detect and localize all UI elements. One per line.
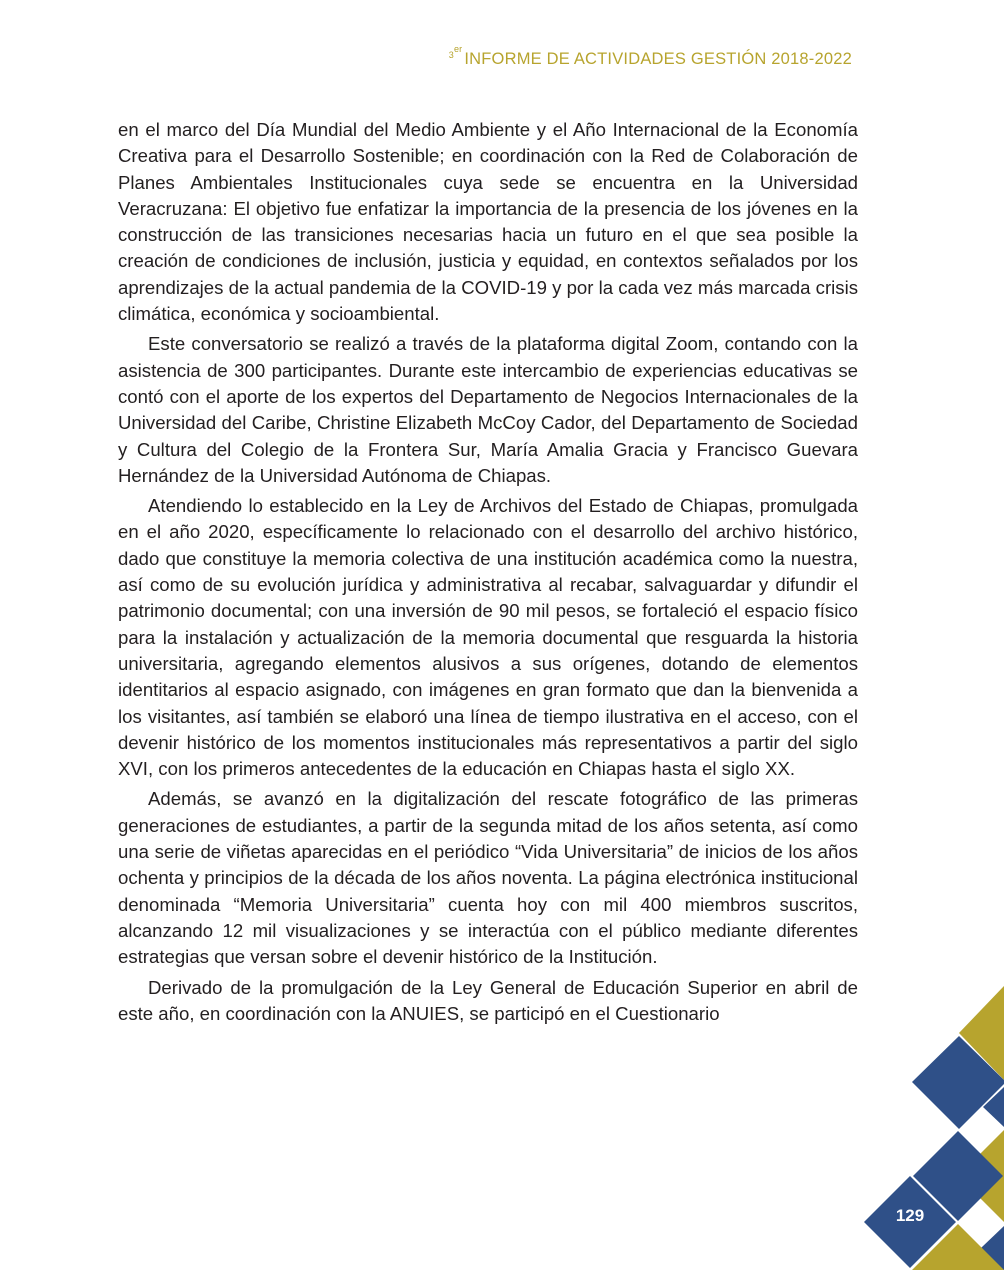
header-title: INFORME DE ACTIVIDADES GESTIÓN 2018-2022 bbox=[464, 50, 852, 68]
paragraph-2: Este conversatorio se realizó a través de la plataforma digital Zoom, contando con la asistencia de 300 participantes. Durante este intercambio de experiencias educativas se contó con el aporte de los expertos del Departamento de Negocios Internacionales de la Universidad del Caribe, Christine Elizabeth McCoy Cador, del Departamento de Sociedad y Cultura del Colegio de la Frontera Sur, María Amalia Gracia y Francisco Guevara Hernández de la Universidad Autónoma de Chiapas. bbox=[118, 333, 858, 486]
header-ordinal-suffix: er bbox=[453, 44, 463, 54]
header-ordinal-digit: 3 bbox=[448, 50, 454, 60]
paragraph-3: Atendiendo lo establecido en la Ley de Archivos del Estado de Chiapas, promulgada en el año 2020, específicamente lo relacionado con el desarrollo del archivo histórico, dado que constituye la memoria colectiva de una institución académica como la nuestra, así como de su evolución jurídica y administrativa al recabar, salvaguardar y difundir el patrimonio documental; con una inversión de 90 mil pesos, se fortaleció el espacio físico para la instalación y actualización de la memoria documental que resguarda la historia universitaria, agregando elementos alusivos a sus orígenes, dotando de elementos identitarios al espacio asignado, con imágenes en gran formato que dan la bienvenida a los visitantes, así también se elaboró una línea de tiempo ilustrativa en el acceso, con el devenir histórico de los momentos institucionales más representativos a partir del siglo XVI, con los primeros antecedentes de la educación en Chiapas hasta el siglo XX. bbox=[118, 495, 858, 780]
paragraph-4: Además, se avanzó en la digitalización del rescate fotográfico de las primeras generaciones de estudiantes, a partir de la segunda mitad de los años setenta, así como una serie de viñetas aparecidas en el periódico “Vida Universitaria” de inicios de los años ochenta y principios de la década de los años noventa. La página electrónica institucional denominada “Memoria Universitaria” cuenta hoy con mil 400 miembros suscritos, alcanzando 12 mil visualizaciones y se interactúa con el público mediante diferentes estrategias que versan sobre el devenir histórico de la Institución. bbox=[118, 788, 858, 968]
page-number: 129 bbox=[895, 1206, 925, 1225]
paragraph-1: en el marco del Día Mundial del Medio Ambiente y el Año Internacional de la Economía Creativa para el Desarrollo Sostenible; en coordinación con la Red de Colaboración de Planes Ambientales Institucionales cuya sede se encuentra en la Universidad Veracruzana: El objetivo fue enfatizar la importancia de la presencia de los jóvenes en la construcción de las transiciones necesarias hacia un futuro en el que sea posible la creación de condiciones de inclusión, justicia y equidad, en contextos señalados por los aprendizajes de la actual pandemia de la COVID-19 y por la cada vez más marcada crisis climática, económica y socioambiental. bbox=[118, 119, 858, 325]
paragraph-5: Derivado de la promulgación de la Ley General de Educación Superior en abril de este año, en coordinación con la ANUIES, se participó en el Cuestionario bbox=[118, 976, 858, 1024]
